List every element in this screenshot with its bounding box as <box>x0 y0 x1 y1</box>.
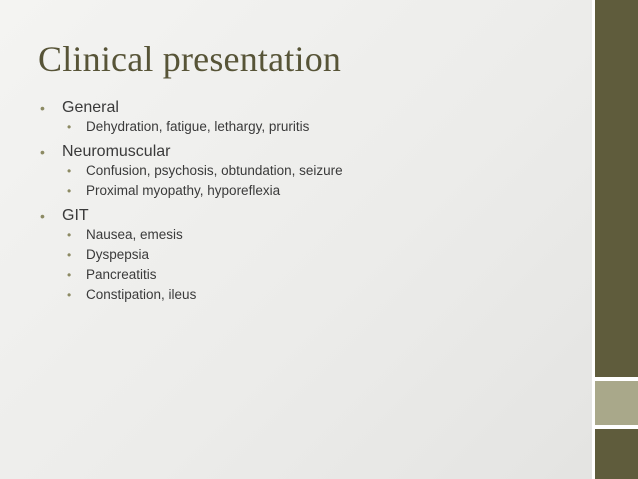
list-item-git <box>40 207 580 225</box>
list-item <box>40 245 580 265</box>
sidebar-panel-top <box>595 0 638 377</box>
item-text: Dyspepsia <box>86 247 150 262</box>
list-item <box>40 265 580 285</box>
bullet-icon: • <box>67 248 72 262</box>
slide-title: Clinical presentation <box>38 39 342 79</box>
item-text: Constipation, ileus <box>86 287 197 302</box>
item-text: Nausea, emesis <box>86 227 183 242</box>
item-text: Confusion, psychosis, obtundation, seizure <box>86 163 343 178</box>
list-item-general <box>40 99 580 117</box>
section-label: General <box>62 99 119 116</box>
bullet-icon: • <box>67 164 72 178</box>
list-item <box>40 181 580 201</box>
decorative-sidebar <box>592 0 638 479</box>
list-item <box>40 285 580 305</box>
section-label: GIT <box>62 207 89 224</box>
item-text: Pancreatitis <box>86 267 157 282</box>
item-text: Dehydration, fatigue, lethargy, pruritis <box>86 119 310 134</box>
bullet-icon: • <box>67 268 72 282</box>
list-item-neuromuscular <box>40 143 580 161</box>
bullet-icon: • <box>67 184 72 198</box>
list-item <box>40 161 580 181</box>
bullet-icon: • <box>40 144 45 160</box>
section-label: Neuromuscular <box>62 143 171 160</box>
sidebar-panel-bottom <box>595 429 638 479</box>
bullet-icon: • <box>40 100 45 116</box>
bullet-list <box>40 99 580 305</box>
bullet-icon: • <box>67 288 72 302</box>
list-item <box>40 117 580 137</box>
list-item <box>40 225 580 245</box>
sidebar-panel-middle <box>595 381 638 425</box>
bullet-icon: • <box>67 228 72 242</box>
bullet-icon: • <box>40 208 45 224</box>
bullet-icon: • <box>67 120 72 134</box>
item-text: Proximal myopathy, hyporeflexia <box>86 183 281 198</box>
